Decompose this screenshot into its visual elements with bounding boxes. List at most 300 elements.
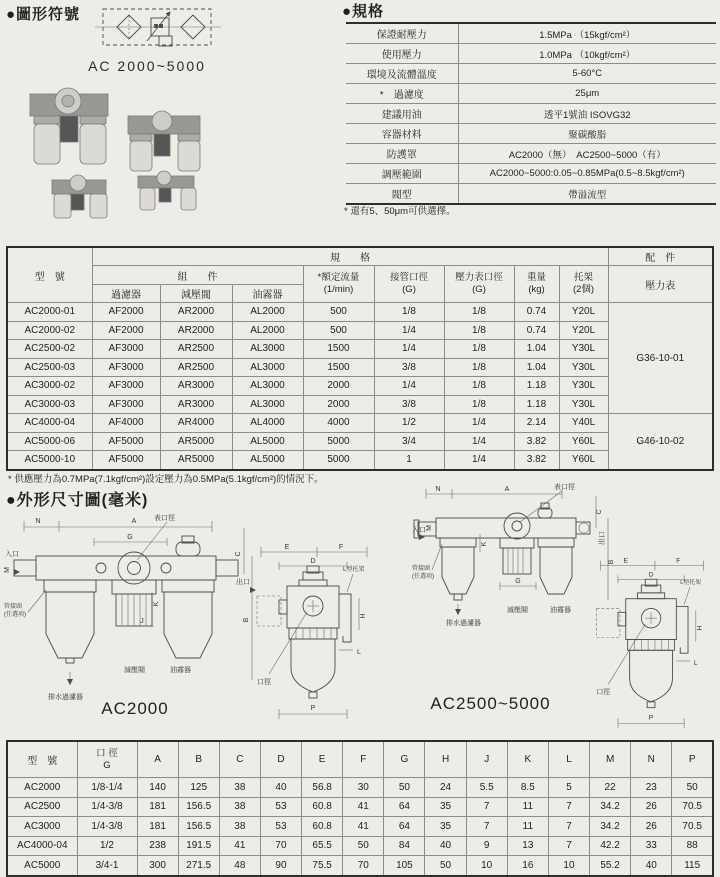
cell: Y20L bbox=[559, 303, 608, 322]
dim-header-letter: F bbox=[343, 741, 384, 778]
inlet-arrow bbox=[14, 569, 20, 575]
cell: AC3000 bbox=[7, 817, 77, 837]
spec-row bbox=[346, 84, 716, 104]
header-bracket-qty: (2個) bbox=[572, 284, 595, 295]
lubricator-label: 油霧器 bbox=[550, 607, 571, 614]
cell: 156.5 bbox=[178, 817, 219, 837]
dim-table-header bbox=[7, 741, 713, 778]
cell: AL2000 bbox=[232, 321, 303, 340]
cell: 40 bbox=[425, 836, 466, 856]
cell: 1/8 bbox=[444, 340, 514, 359]
dim-header-letter: L bbox=[548, 741, 589, 778]
spec-value: 帶溢流型 bbox=[458, 184, 716, 205]
dim-header-letter: P bbox=[672, 741, 713, 778]
cell: 90 bbox=[260, 856, 301, 876]
header-model: 型 號 bbox=[7, 247, 92, 303]
dim-header-model: 型 號 bbox=[7, 741, 77, 778]
table-row bbox=[7, 414, 713, 433]
cell: 191.5 bbox=[178, 836, 219, 856]
header-flow-name: *額定流量 bbox=[317, 272, 360, 284]
cell: 7 bbox=[466, 817, 507, 837]
cell: 64 bbox=[384, 817, 425, 837]
cell: 50 bbox=[384, 778, 425, 798]
header-port bbox=[374, 266, 444, 303]
cell: 26 bbox=[631, 797, 672, 817]
fitting-label-1: 管接頭 bbox=[4, 604, 23, 610]
cell: 60.8 bbox=[302, 797, 343, 817]
cell: 1/2 bbox=[374, 414, 444, 433]
table-row bbox=[7, 377, 713, 396]
cell: 3/4 bbox=[374, 432, 444, 451]
outlet-label: 出口 bbox=[599, 531, 606, 545]
drain-arrow bbox=[67, 679, 73, 685]
cell: 271.5 bbox=[178, 856, 219, 876]
cell: AR5000 bbox=[160, 432, 232, 451]
table-row bbox=[7, 432, 713, 451]
header-flow-unit: (1/min) bbox=[323, 284, 354, 295]
dim-f: F bbox=[676, 557, 681, 565]
cell: 64 bbox=[384, 797, 425, 817]
cell: AC2500-03 bbox=[7, 358, 92, 377]
cell: 1/8 bbox=[444, 358, 514, 377]
spec-label: 調壓範圍 bbox=[346, 164, 458, 184]
dim-header-letter: C bbox=[219, 741, 260, 778]
spec-row bbox=[346, 23, 716, 44]
cell: 4000 bbox=[303, 414, 374, 433]
cell: Y20L bbox=[559, 321, 608, 340]
cell: 11 bbox=[507, 817, 548, 837]
spec-row bbox=[346, 64, 716, 84]
cell: AL3000 bbox=[232, 395, 303, 414]
cell: AC2000-02 bbox=[7, 321, 92, 340]
cell: 70.5 bbox=[672, 797, 713, 817]
cell: 5 bbox=[548, 778, 589, 798]
cell: 38 bbox=[219, 797, 260, 817]
table-row bbox=[7, 778, 713, 798]
cell: AL5000 bbox=[232, 432, 303, 451]
dim-k: K bbox=[153, 601, 160, 607]
dim-header-letter: N bbox=[631, 741, 672, 778]
cell: AC2500 bbox=[7, 797, 77, 817]
cell: AR4000 bbox=[160, 414, 232, 433]
header-regulator: 減壓閥 bbox=[160, 285, 232, 303]
cell: AR3000 bbox=[160, 377, 232, 396]
cell: 41 bbox=[219, 836, 260, 856]
header-weight-unit: (kg) bbox=[528, 284, 545, 295]
spec-label: 使用壓力 bbox=[346, 44, 458, 64]
cell: 1.04 bbox=[514, 358, 559, 377]
cell: 5000 bbox=[303, 451, 374, 470]
cell: AR5000 bbox=[160, 451, 232, 470]
cell: 3.82 bbox=[514, 432, 559, 451]
cell: 42.2 bbox=[590, 836, 631, 856]
cell: AR2000 bbox=[160, 321, 232, 340]
cell: 56.8 bbox=[302, 778, 343, 798]
cell: 5000 bbox=[303, 432, 374, 451]
dim-c: C bbox=[596, 509, 603, 515]
spec-value: 聚碳酸脂 bbox=[458, 124, 716, 144]
dim-header-bore-name: 口 徑 bbox=[96, 747, 118, 759]
cell: 1/8 bbox=[444, 303, 514, 322]
drain-arrow bbox=[455, 609, 461, 615]
dim-e: E bbox=[284, 544, 290, 551]
cell: 70 bbox=[260, 836, 301, 856]
dim-j: J bbox=[140, 618, 144, 625]
cell: AF5000 bbox=[92, 451, 160, 470]
main-table-header bbox=[7, 247, 713, 303]
cell: 65.5 bbox=[302, 836, 343, 856]
header-weight-name: 重量 bbox=[526, 272, 546, 284]
spec-label: 建議用油 bbox=[346, 104, 458, 124]
cell: 1500 bbox=[303, 340, 374, 359]
header-flow bbox=[303, 266, 374, 303]
spec-label: 保證耐壓力 bbox=[346, 23, 458, 44]
dim-h: H bbox=[360, 613, 367, 619]
cell: 3/8 bbox=[374, 358, 444, 377]
cell: 16 bbox=[507, 856, 548, 876]
dim-table bbox=[6, 740, 714, 877]
header-port-unit: (G) bbox=[402, 284, 416, 295]
cell: 7 bbox=[466, 797, 507, 817]
table-row bbox=[7, 358, 713, 377]
cell: 7 bbox=[548, 836, 589, 856]
cell: AL3000 bbox=[232, 340, 303, 359]
cell: AR3000 bbox=[160, 395, 232, 414]
dim-a: A bbox=[504, 486, 510, 493]
cell: 2000 bbox=[303, 377, 374, 396]
cell: 1/4 bbox=[444, 432, 514, 451]
cell: 1/4 bbox=[444, 414, 514, 433]
cell: 300 bbox=[137, 856, 178, 876]
dim-table-body bbox=[7, 778, 713, 876]
cell: 1/4 bbox=[374, 340, 444, 359]
header-gauge-port-unit: (G) bbox=[472, 284, 486, 295]
dim-header-letter: E bbox=[302, 741, 343, 778]
cell: Y40L bbox=[559, 414, 608, 433]
cell: 22 bbox=[590, 778, 631, 798]
cell: 1/4 bbox=[374, 321, 444, 340]
cell: 35 bbox=[425, 797, 466, 817]
dim-header-letter: A bbox=[137, 741, 178, 778]
drain-filter-label: 排水過濾器 bbox=[48, 694, 83, 701]
spec-table-body bbox=[346, 23, 716, 204]
header-component-group: 組 件 bbox=[92, 266, 303, 285]
fitting-label-1: 管接頭 bbox=[412, 566, 431, 572]
dim-header-letter: J bbox=[466, 741, 507, 778]
header-spec-group: 規 格 bbox=[92, 247, 608, 266]
cell: 7 bbox=[548, 817, 589, 837]
front-view-ac2000 bbox=[4, 512, 262, 708]
cell: 50 bbox=[672, 778, 713, 798]
cell: 115 bbox=[672, 856, 713, 876]
cell: AF2000 bbox=[92, 303, 160, 322]
cell: AR2500 bbox=[160, 358, 232, 377]
inlet-label: 入口 bbox=[5, 551, 19, 558]
dim-g: G bbox=[127, 534, 133, 541]
cell: 3/8 bbox=[374, 395, 444, 414]
spec-label: * 過濾度 bbox=[346, 84, 458, 104]
cell: 26 bbox=[631, 817, 672, 837]
spec-value: AC2000~5000:0.05~0.85MPa(0.5~8.5kgf/cm²) bbox=[458, 164, 716, 184]
dimension-lines bbox=[24, 521, 252, 685]
dim-d: D bbox=[648, 571, 654, 579]
gauge-model-cell: G46-10-02 bbox=[608, 414, 713, 470]
header-bracket-name: 托架 bbox=[573, 272, 593, 284]
cell: 1/8 bbox=[374, 303, 444, 322]
main-table bbox=[6, 246, 714, 471]
bracket-label: L型托架 bbox=[680, 580, 701, 587]
unit-outline bbox=[257, 566, 351, 698]
main-table-footnote: * 供應壓力為0.7MPa(7.1kgf/cm²)設定壓力為0.5MPa(5.1kgf/cm²)的情況下。 bbox=[8, 474, 324, 485]
spec-table bbox=[346, 22, 716, 205]
dim-l: L bbox=[357, 649, 361, 656]
cell: 30 bbox=[343, 778, 384, 798]
table-row bbox=[7, 817, 713, 837]
dim-header-letter: G bbox=[384, 741, 425, 778]
dim-header-letter: M bbox=[590, 741, 631, 778]
cell: 75.5 bbox=[302, 856, 343, 876]
dim-header-letter: D bbox=[260, 741, 301, 778]
regulator-label: 減壓閥 bbox=[507, 607, 528, 614]
header-filter: 過濾器 bbox=[92, 285, 160, 303]
side-view-ac2000 bbox=[255, 538, 375, 723]
cell: AL5000 bbox=[232, 451, 303, 470]
dim-m: M bbox=[426, 525, 433, 531]
inlet-label: 入口 bbox=[412, 527, 426, 534]
table-row bbox=[7, 340, 713, 359]
cell: AL4000 bbox=[232, 414, 303, 433]
cell: Y30L bbox=[559, 340, 608, 359]
cell: 10 bbox=[466, 856, 507, 876]
dim-n: N bbox=[35, 518, 41, 525]
cell: 3.82 bbox=[514, 451, 559, 470]
gauge-model-cell: G36-10-01 bbox=[608, 303, 713, 414]
cell: AL2000 bbox=[232, 303, 303, 322]
cell: 53 bbox=[260, 817, 301, 837]
header-gauge-port bbox=[444, 266, 514, 303]
dimension-lines bbox=[426, 489, 608, 615]
dim-p: P bbox=[648, 714, 654, 722]
unit-outline bbox=[414, 503, 590, 600]
product-photo bbox=[16, 80, 226, 224]
cell: 7 bbox=[548, 797, 589, 817]
table-row bbox=[7, 395, 713, 414]
cell: 9 bbox=[466, 836, 507, 856]
dim-f: F bbox=[338, 544, 344, 551]
dim-header-letter: B bbox=[178, 741, 219, 778]
table-row bbox=[7, 321, 713, 340]
spec-row bbox=[346, 184, 716, 205]
dim-g: G bbox=[515, 578, 521, 585]
spec-label: 容器材料 bbox=[346, 124, 458, 144]
port-label: 口徑 bbox=[257, 679, 271, 686]
outlet-label: 出口 bbox=[236, 579, 250, 586]
dims-section-title: ●外形尺寸圖(毫米) bbox=[6, 492, 149, 509]
cell: 1.04 bbox=[514, 340, 559, 359]
cell: Y60L bbox=[559, 432, 608, 451]
header-lubricator: 油霧器 bbox=[232, 285, 303, 303]
spec-row bbox=[346, 44, 716, 64]
cell: AC4000-04 bbox=[7, 836, 77, 856]
cell: 1/2 bbox=[77, 836, 137, 856]
header-accessory-group: 配 件 bbox=[608, 247, 713, 266]
dim-a: A bbox=[131, 518, 137, 525]
cell: 70.5 bbox=[672, 817, 713, 837]
cell: AC3000-02 bbox=[7, 377, 92, 396]
spec-value: 透平1號油 ISOVG32 bbox=[458, 104, 716, 124]
spec-row bbox=[346, 164, 716, 184]
cell: 500 bbox=[303, 303, 374, 322]
cell: 55.2 bbox=[590, 856, 631, 876]
header-weight bbox=[514, 266, 559, 303]
fitting-label-2: (任選項) bbox=[412, 574, 434, 580]
dim-b: B bbox=[608, 559, 615, 565]
cell: Y60L bbox=[559, 451, 608, 470]
spec-value: AC2000（無） AC2500~5000（有） bbox=[458, 144, 716, 164]
cell: 10 bbox=[548, 856, 589, 876]
cell: 50 bbox=[425, 856, 466, 876]
caption-ac2500-5000: AC2500~5000 bbox=[430, 694, 551, 713]
cell: 3/4-1 bbox=[77, 856, 137, 876]
cell: 40 bbox=[260, 778, 301, 798]
spec-label: 環境及流體溫度 bbox=[346, 64, 458, 84]
cell: 53 bbox=[260, 797, 301, 817]
cell: 140 bbox=[137, 778, 178, 798]
cell: AC5000 bbox=[7, 856, 77, 876]
cell: 105 bbox=[384, 856, 425, 876]
cell: 41 bbox=[343, 817, 384, 837]
cell: 1/8-1/4 bbox=[77, 778, 137, 798]
cell: 181 bbox=[137, 817, 178, 837]
cell: 1 bbox=[374, 451, 444, 470]
cell: 1.18 bbox=[514, 377, 559, 396]
dim-p: P bbox=[310, 705, 316, 712]
drain-filter-label: 排水過濾器 bbox=[446, 620, 481, 627]
dim-b: B bbox=[243, 617, 250, 623]
cell: 156.5 bbox=[178, 797, 219, 817]
cell: AF3000 bbox=[92, 358, 160, 377]
cell: 125 bbox=[178, 778, 219, 798]
cell: AC4000-04 bbox=[7, 414, 92, 433]
spec-value: 5-60°C bbox=[458, 64, 716, 84]
regulator-label: 減壓閥 bbox=[124, 667, 145, 674]
cell: AL3000 bbox=[232, 358, 303, 377]
cell: 2.14 bbox=[514, 414, 559, 433]
front-view-ac2500-5000 bbox=[412, 482, 617, 632]
cell: 1500 bbox=[303, 358, 374, 377]
spec-value: 25μm bbox=[458, 84, 716, 104]
dim-h: H bbox=[696, 625, 704, 631]
cell: AL3000 bbox=[232, 377, 303, 396]
spec-label: 閥型 bbox=[391, 190, 412, 201]
cell: 500 bbox=[303, 321, 374, 340]
spec-row bbox=[346, 124, 716, 144]
fitting-label-2: (任選項) bbox=[4, 612, 26, 618]
symbol-model-label: AC 2000~5000 bbox=[88, 58, 206, 74]
unit-outline bbox=[14, 536, 238, 663]
spec-row bbox=[346, 144, 716, 164]
dim-n: N bbox=[435, 486, 441, 493]
main-table-body bbox=[7, 303, 713, 470]
cell: AF3000 bbox=[92, 340, 160, 359]
spec-row bbox=[346, 104, 716, 124]
pneumatic-circuit-symbol-icon bbox=[95, 3, 221, 53]
table-row bbox=[7, 451, 713, 470]
cell: 23 bbox=[631, 778, 672, 798]
cell: AF2000 bbox=[92, 321, 160, 340]
cell: AF5000 bbox=[92, 432, 160, 451]
caption-ac2000: AC2000 bbox=[101, 699, 169, 718]
dim-l: L bbox=[693, 659, 698, 667]
unit-outline bbox=[597, 579, 688, 707]
cell: 1/4-3/8 bbox=[77, 817, 137, 837]
cell: Y30L bbox=[559, 358, 608, 377]
cell: 38 bbox=[219, 817, 260, 837]
spec-value: 1.5MPa （15kgf/cm²） bbox=[458, 23, 716, 44]
cell: 0.74 bbox=[514, 303, 559, 322]
header-gauge-port-name: 壓力表口徑 bbox=[455, 272, 503, 284]
cell: AR2500 bbox=[160, 340, 232, 359]
table-row bbox=[7, 856, 713, 876]
lubricator-label: 油霧器 bbox=[170, 667, 191, 674]
cell: 34.2 bbox=[590, 797, 631, 817]
cell: 50 bbox=[343, 836, 384, 856]
dim-m: M bbox=[4, 567, 11, 573]
symbol-section-title: ●圖形符號 bbox=[6, 6, 81, 23]
gauge-port-label: 表口徑 bbox=[154, 515, 175, 522]
header-gauge: 壓力表 bbox=[608, 266, 713, 303]
cell: AC2000 bbox=[7, 778, 77, 798]
symbol-drawing bbox=[95, 9, 221, 46]
cell: 60.8 bbox=[302, 817, 343, 837]
port-label: 口徑 bbox=[596, 689, 611, 697]
cell: AR2000 bbox=[160, 303, 232, 322]
cell: 84 bbox=[384, 836, 425, 856]
cell: 1/4 bbox=[444, 451, 514, 470]
table-row bbox=[7, 303, 713, 322]
dim-header-letter: H bbox=[425, 741, 466, 778]
spec-label: 防護罩 bbox=[346, 144, 458, 164]
cell: 40 bbox=[631, 856, 672, 876]
cell: 181 bbox=[137, 797, 178, 817]
dim-k: K bbox=[481, 541, 488, 547]
spec-footnote: * 還有5、50μm可供選擇。 bbox=[344, 206, 456, 217]
header-port-name: 接管口徑 bbox=[389, 272, 428, 284]
table-row bbox=[7, 797, 713, 817]
photo-units bbox=[30, 88, 200, 218]
cell: 33 bbox=[631, 836, 672, 856]
cell: 35 bbox=[425, 817, 466, 837]
gauge-port-label: 表口徑 bbox=[554, 484, 575, 491]
cell: 238 bbox=[137, 836, 178, 856]
dim-header-bore-unit: G bbox=[103, 759, 111, 771]
cell: 2000 bbox=[303, 395, 374, 414]
cell: 48 bbox=[219, 856, 260, 876]
dim-d: D bbox=[310, 558, 316, 565]
cell: 1/4 bbox=[374, 377, 444, 396]
side-view-ac2500-5000 bbox=[593, 552, 713, 732]
cell: 0.74 bbox=[514, 321, 559, 340]
cell: 5.5 bbox=[466, 778, 507, 798]
cell: Y30L bbox=[559, 395, 608, 414]
bracket-label: L型托架 bbox=[343, 567, 365, 573]
cell: AF3000 bbox=[92, 395, 160, 414]
cell: 70 bbox=[343, 856, 384, 876]
cell: Y30L bbox=[559, 377, 608, 396]
cell: AC5000-10 bbox=[7, 451, 92, 470]
dim-header-letter: K bbox=[507, 741, 548, 778]
cell: 24 bbox=[425, 778, 466, 798]
